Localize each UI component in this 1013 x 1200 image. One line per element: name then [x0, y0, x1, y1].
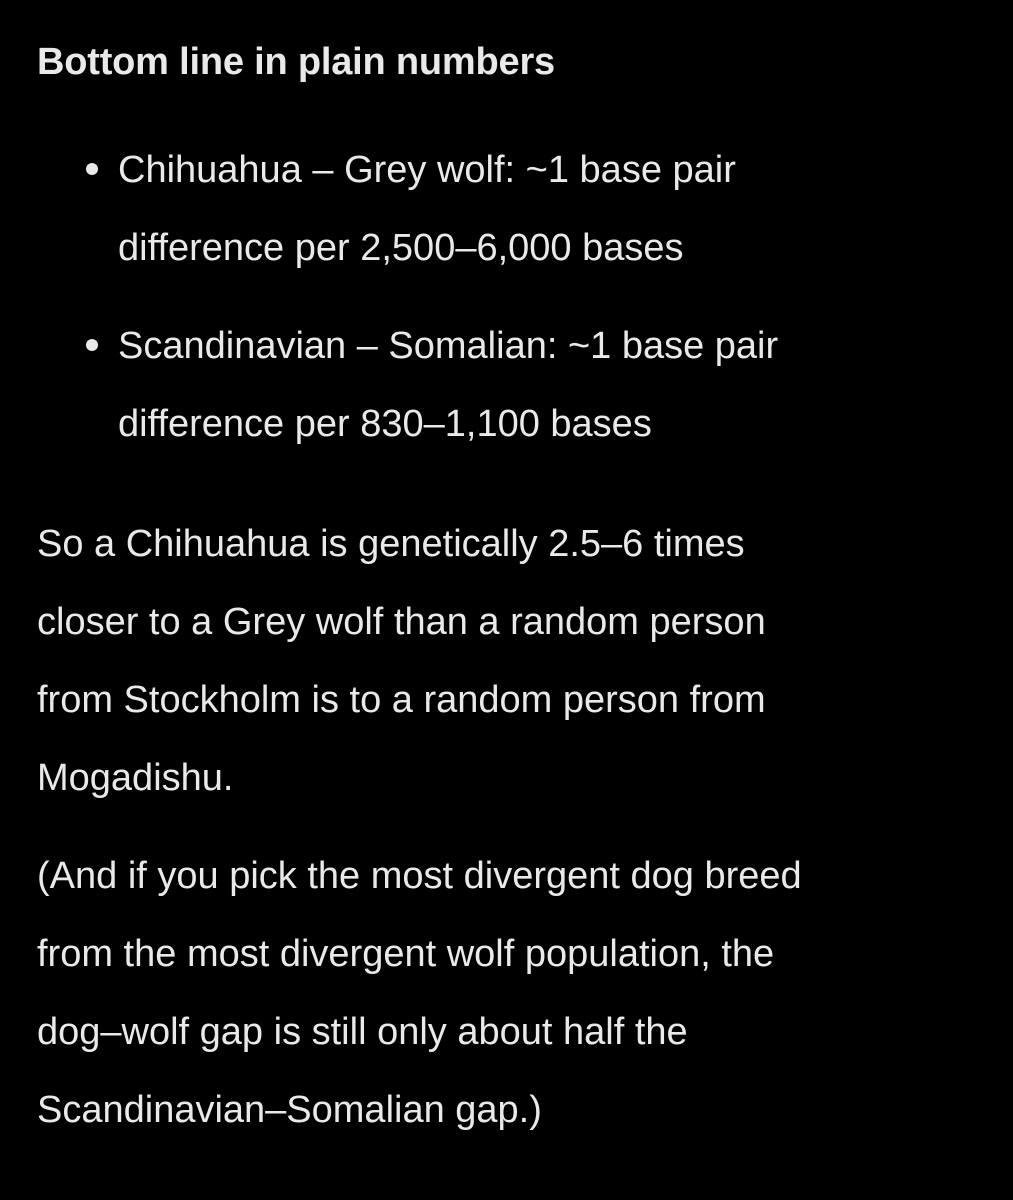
paragraph-line: Mogadishu. — [37, 757, 234, 799]
list-item — [37, 131, 937, 287]
bullet-line: Chihuahua – Grey wolf: ~1 base pair — [118, 149, 736, 191]
list-item — [37, 307, 937, 463]
paragraph-line: closer to a Grey wolf than a random person — [37, 601, 766, 643]
bullet-line: difference per 830–1,100 bases — [118, 403, 652, 445]
paragraph-comparison — [37, 505, 957, 817]
bullet-line: Scandinavian – Somalian: ~1 base pair — [118, 325, 779, 367]
paragraph-line: (And if you pick the most divergent dog breed — [37, 855, 802, 897]
bullet-list — [37, 131, 937, 483]
paragraph-line: Scandinavian–Somalian gap.) — [37, 1089, 542, 1131]
paragraph-line: from Stockholm is to a random person from — [37, 679, 766, 721]
paragraph-line: from the most divergent wolf population, the — [37, 933, 775, 975]
paragraph-note — [37, 837, 957, 1149]
bullet-dot-icon — [86, 163, 98, 175]
paragraph-line: So a Chihuahua is genetically 2.5–6 times — [37, 523, 745, 565]
paragraph-line: dog–wolf gap is still only about half the — [37, 1011, 688, 1053]
bullet-dot-icon — [86, 339, 98, 351]
bullet-line: difference per 2,500–6,000 bases — [118, 227, 684, 269]
section-heading: Bottom line in plain numbers — [37, 41, 555, 83]
